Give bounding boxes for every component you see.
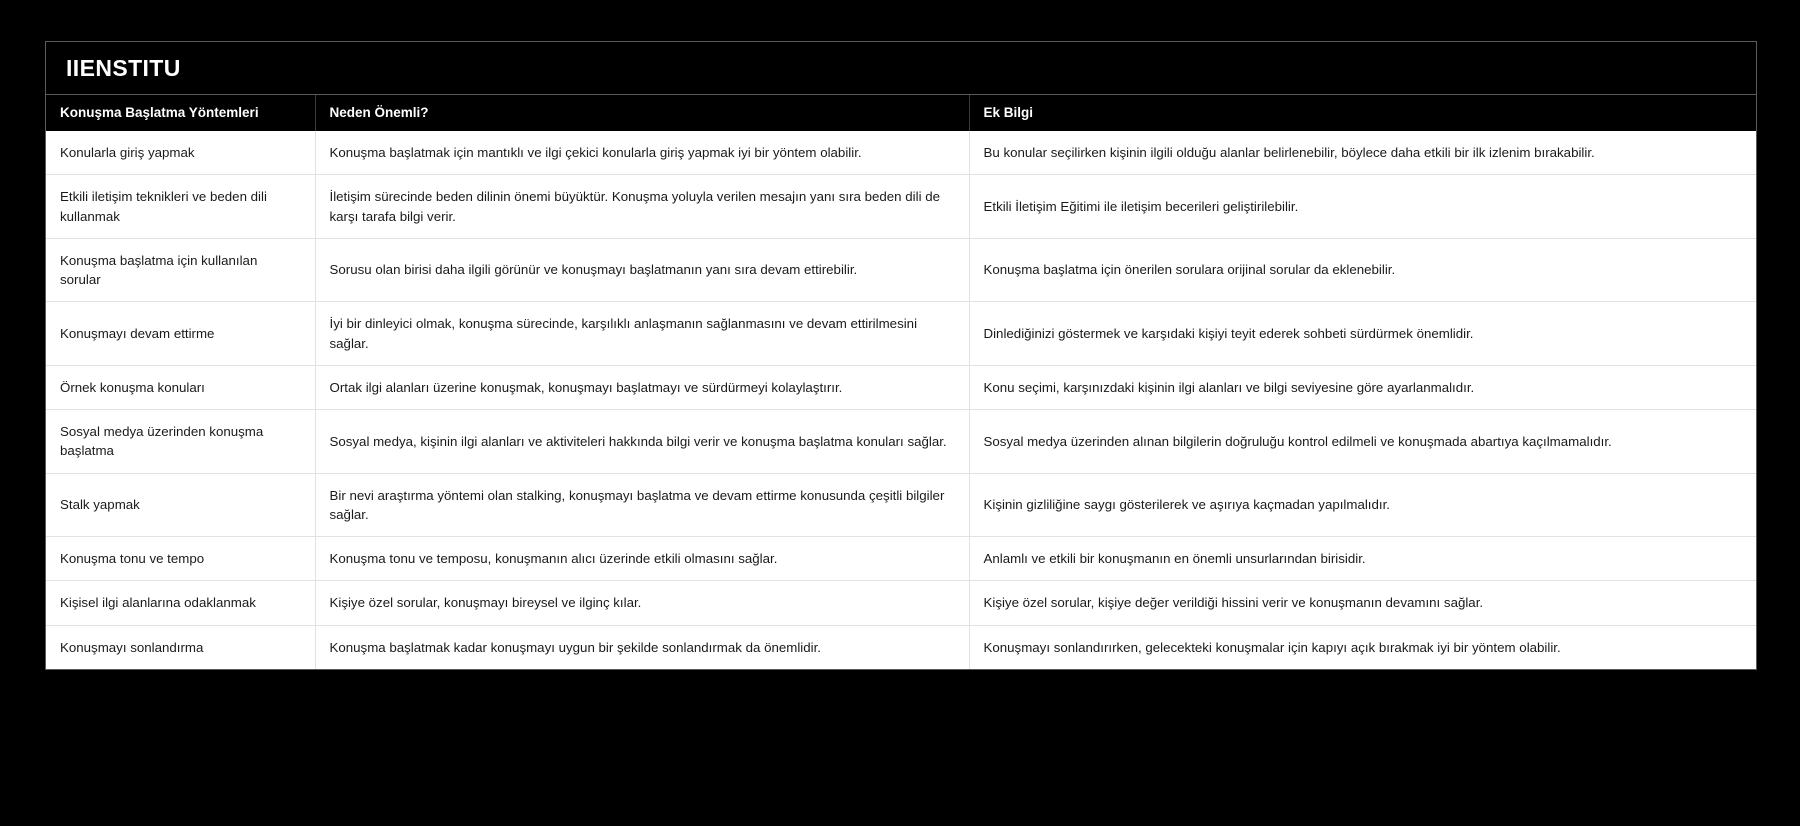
- column-header-why: Neden Önemli?: [315, 95, 969, 131]
- cell-extra: Anlamlı ve etkili bir konuşmanın en önemli unsurlarından birisidir.: [969, 537, 1756, 581]
- table-row: [46, 410, 1756, 474]
- cell-why: Bir nevi araştırma yöntemi olan stalking, konuşmayı başlatma ve devam ettirme konusunda çeşitli bilgiler sağlar.: [315, 473, 969, 537]
- cell-why: Ortak ilgi alanları üzerine konuşmak, konuşmayı başlatmayı ve sürdürmeyi kolaylaştırır.: [315, 365, 969, 409]
- cell-method: Sosyal medya üzerinden konuşma başlatma: [46, 410, 315, 474]
- cell-method: Konularla giriş yapmak: [46, 131, 315, 175]
- cell-extra: Kişinin gizliliğine saygı gösterilerek ve aşırıya kaçmadan yapılmalıdır.: [969, 473, 1756, 537]
- cell-why: Konuşma başlatmak için mantıklı ve ilgi çekici konularla giriş yapmak iyi bir yöntem olabilir.: [315, 131, 969, 175]
- cell-why: Konuşma başlatmak kadar konuşmayı uygun bir şekilde sonlandırmak da önemlidir.: [315, 625, 969, 669]
- cell-why: Konuşma tonu ve temposu, konuşmanın alıcı üzerinde etkili olmasını sağlar.: [315, 537, 969, 581]
- table-row: [46, 473, 1756, 537]
- table-header-row: [46, 95, 1756, 131]
- conversation-methods-table: [46, 95, 1756, 669]
- cell-why: Sorusu olan birisi daha ilgili görünür ve konuşmayı başlatmanın yanı sıra devam ettirebilir.: [315, 238, 969, 302]
- table-row: [46, 365, 1756, 409]
- cell-extra: Etkili İletişim Eğitimi ile iletişim becerileri geliştirilebilir.: [969, 175, 1756, 239]
- table-row: [46, 625, 1756, 669]
- table-row: [46, 238, 1756, 302]
- column-header-method: Konuşma Başlatma Yöntemleri: [46, 95, 315, 131]
- cell-method: Konuşma tonu ve tempo: [46, 537, 315, 581]
- table-row: [46, 581, 1756, 625]
- table-row: [46, 175, 1756, 239]
- cell-method: Konuşmayı devam ettirme: [46, 302, 315, 366]
- cell-why: İletişim sürecinde beden dilinin önemi büyüktür. Konuşma yoluyla verilen mesajın yanı sıra beden dili de karşı tarafa bilgi verir.: [315, 175, 969, 239]
- cell-why: Sosyal medya, kişinin ilgi alanları ve aktiviteleri hakkında bilgi verir ve konuşma başlatma konuları sağlar.: [315, 410, 969, 474]
- cell-why: İyi bir dinleyici olmak, konuşma sürecinde, karşılıklı anlaşmanın sağlanmasını ve devam ettirilmesini sağlar.: [315, 302, 969, 366]
- cell-method: Etkili iletişim teknikleri ve beden dili kullanmak: [46, 175, 315, 239]
- cell-extra: Bu konular seçilirken kişinin ilgili olduğu alanlar belirlenebilir, böylece daha etkili bir ilk izlenim bırakabilir.: [969, 131, 1756, 175]
- cell-extra: Konuşmayı sonlandırırken, gelecekteki konuşmalar için kapıyı açık bırakmak iyi bir yöntem olabilir.: [969, 625, 1756, 669]
- column-header-extra: Ek Bilgi: [969, 95, 1756, 131]
- cell-why: Kişiye özel sorular, konuşmayı bireysel ve ilginç kılar.: [315, 581, 969, 625]
- cell-extra: Dinlediğinizi göstermek ve karşıdaki kişiyi teyit ederek sohbeti sürdürmek önemlidir.: [969, 302, 1756, 366]
- cell-method: Konuşmayı sonlandırma: [46, 625, 315, 669]
- brand-header: [46, 42, 1756, 95]
- cell-extra: Kişiye özel sorular, kişiye değer verildiği hissini verir ve konuşmanın devamını sağlar.: [969, 581, 1756, 625]
- cell-extra: Sosyal medya üzerinden alınan bilgilerin doğruluğu kontrol edilmeli ve konuşmada abartıya kaçılmamalıdır.: [969, 410, 1756, 474]
- table-row: [46, 131, 1756, 175]
- content-card: [45, 41, 1757, 670]
- cell-method: Kişisel ilgi alanlarına odaklanmak: [46, 581, 315, 625]
- cell-extra: Konu seçimi, karşınızdaki kişinin ilgi alanları ve bilgi seviyesine göre ayarlanmalıdır.: [969, 365, 1756, 409]
- cell-method: Konuşma başlatma için kullanılan sorular: [46, 238, 315, 302]
- brand-title: IIENSTITU: [66, 54, 181, 81]
- cell-extra: Konuşma başlatma için önerilen sorulara orijinal sorular da eklenebilir.: [969, 238, 1756, 302]
- cell-method: Stalk yapmak: [46, 473, 315, 537]
- cell-method: Örnek konuşma konuları: [46, 365, 315, 409]
- table-row: [46, 537, 1756, 581]
- table-header: [46, 95, 1756, 131]
- table-body: [46, 131, 1756, 669]
- table-row: [46, 302, 1756, 366]
